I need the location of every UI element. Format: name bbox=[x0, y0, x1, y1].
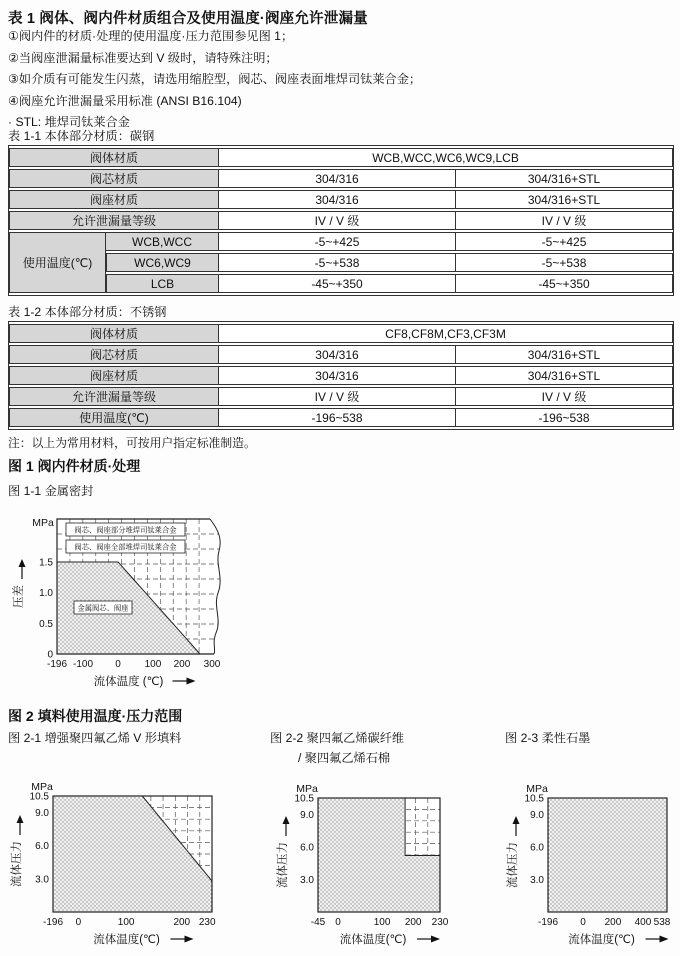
svg-text:MPa: MPa bbox=[526, 783, 548, 795]
svg-text:1.5: 1.5 bbox=[39, 557, 53, 569]
svg-text:流体温度(℃): 流体温度(℃) bbox=[568, 934, 635, 946]
table-row bbox=[9, 345, 673, 364]
x-axis-arrow bbox=[187, 678, 196, 685]
x-axis-arrow bbox=[185, 936, 194, 943]
svg-text:6.0: 6.0 bbox=[530, 842, 544, 854]
row-label-leakage-class: 允许泄漏量等级 bbox=[9, 387, 219, 406]
table-row bbox=[9, 253, 673, 272]
figure-2-heading: 图 2 填料使用温度·压力范围 bbox=[8, 708, 183, 724]
table-row bbox=[9, 148, 673, 167]
cell-plug-1: 304/316 bbox=[219, 345, 456, 364]
table-1-1-caption: 表 1-1 本体部分材质：碳钢 bbox=[8, 129, 155, 143]
row-label-body-material: 阀体材质 bbox=[9, 324, 219, 343]
note-line: ③如介质有可能发生闪蒸，请选用缩腔型，阀芯、阀座表面堆焊司钛莱合金； bbox=[8, 72, 422, 86]
svg-text:6.0: 6.0 bbox=[35, 841, 49, 853]
row-label-body-material: 阀体材质 bbox=[9, 148, 219, 167]
cell-plug-2: 304/316+STL bbox=[456, 169, 673, 188]
table-row bbox=[9, 324, 673, 343]
cell-plug-1: 304/316 bbox=[219, 169, 456, 188]
cell-temp-0-1: -5~+425 bbox=[219, 232, 456, 251]
chart-svg-fig2_2 bbox=[250, 775, 472, 956]
svg-text:阀芯、阀座部分堆焊司钛莱合金: 阀芯、阀座部分堆焊司钛莱合金 bbox=[74, 525, 177, 535]
chart-svg-fig1_1 bbox=[8, 515, 248, 711]
plot-area bbox=[57, 519, 226, 654]
notes-list bbox=[8, 26, 421, 134]
table-row bbox=[9, 387, 673, 406]
cell-temp-2-1: -45~+350 bbox=[219, 274, 456, 293]
row-label-service-temp: 使用温度(℃) bbox=[9, 408, 219, 427]
shaded-region bbox=[548, 798, 667, 912]
chart-svg-fig2_3 bbox=[490, 775, 680, 956]
cell-temp-1-1: -5~+538 bbox=[219, 253, 456, 272]
table-row bbox=[9, 366, 673, 385]
svg-text:-196: -196 bbox=[46, 659, 68, 670]
cell-seat-2: 304/316+STL bbox=[456, 190, 673, 209]
svg-text:流体压力: 流体压力 bbox=[277, 842, 289, 888]
figure-1-heading: 图 1 阀内件材质·处理 bbox=[8, 458, 141, 474]
table-footnote: 注：以上为常用材料，可按用户指定标准制造。 bbox=[8, 436, 256, 450]
svg-text:3.0: 3.0 bbox=[530, 874, 544, 886]
cell-temp-2-2: -45~+350 bbox=[456, 274, 673, 293]
svg-text:MPa: MPa bbox=[31, 781, 53, 793]
table-1-2 bbox=[8, 321, 674, 430]
figure-2-3-caption: 图 2-3 柔性石墨 bbox=[505, 731, 591, 745]
plot-area bbox=[53, 796, 212, 912]
table-1-1 bbox=[8, 145, 674, 296]
svg-text:0: 0 bbox=[47, 649, 53, 661]
svg-text:阀芯、阀座全部堆焊司钛莱合金: 阀芯、阀座全部堆焊司钛莱合金 bbox=[74, 542, 177, 552]
svg-text:200: 200 bbox=[604, 917, 622, 928]
cell-seat-1: 304/316 bbox=[219, 190, 456, 209]
y-axis-arrow bbox=[19, 559, 26, 567]
cell-body-material: WCB,WCC,WC6,WC9,LCB bbox=[219, 148, 673, 167]
svg-text:MPa: MPa bbox=[32, 517, 54, 529]
cell-seat-1: 304/316 bbox=[219, 366, 456, 385]
cell-plug-2: 304/316+STL bbox=[456, 345, 673, 364]
chart-svg-fig2_1 bbox=[8, 775, 243, 956]
svg-text:0: 0 bbox=[75, 917, 82, 928]
cell-temp-1-2: -5~+538 bbox=[456, 253, 673, 272]
y-axis-arrow bbox=[17, 815, 24, 823]
figure-2-1-caption: 图 2-1 增强聚四氟乙烯 V 形填料 bbox=[8, 731, 182, 745]
svg-text:流体温度(℃): 流体温度(℃) bbox=[339, 934, 407, 946]
plot-area bbox=[548, 798, 667, 912]
row-label-seat-material: 阀座材质 bbox=[9, 366, 219, 385]
table-row bbox=[9, 274, 673, 293]
row-label-seat-material: 阀座材质 bbox=[9, 190, 219, 209]
svg-text:230: 230 bbox=[198, 917, 216, 928]
svg-text:100: 100 bbox=[117, 917, 135, 928]
cell-temp-mat-1: WC6,WC9 bbox=[106, 253, 219, 272]
page-title: 表 1 阀体、阀内件材质组合及使用温度·阀座允许泄漏量 bbox=[8, 11, 368, 27]
svg-text:0: 0 bbox=[115, 659, 121, 670]
svg-text:230: 230 bbox=[431, 917, 449, 928]
cell-temp-0-2: -5~+425 bbox=[456, 232, 673, 251]
svg-text:3.0: 3.0 bbox=[300, 874, 314, 886]
table-1-2-caption: 表 1-2 本体部分材质：不锈钢 bbox=[8, 305, 167, 319]
svg-text:6.0: 6.0 bbox=[300, 842, 314, 854]
svg-text:0: 0 bbox=[580, 917, 586, 928]
figure-1-1-caption: 图 1-1 金属密封 bbox=[8, 484, 94, 498]
svg-text:100: 100 bbox=[373, 917, 391, 928]
cell-body-material: CF8,CF8M,CF3,CF3M bbox=[219, 324, 673, 343]
note-line: · STL: 堆焊司钛莱合金 bbox=[8, 115, 130, 129]
table-row bbox=[9, 190, 673, 209]
svg-text:流体压力: 流体压力 bbox=[11, 841, 23, 887]
svg-text:-100: -100 bbox=[73, 659, 94, 670]
note-line: ①阀内件的材质·处理的使用温度·压力范围参见图 1； bbox=[8, 29, 294, 43]
svg-text:10.5: 10.5 bbox=[29, 791, 49, 803]
figure-2-1-chart bbox=[8, 775, 243, 956]
svg-text:-45: -45 bbox=[310, 917, 326, 928]
cell-leak-2: IV / V 级 bbox=[456, 387, 673, 406]
x-axis-arrow bbox=[431, 936, 440, 943]
svg-text:0.5: 0.5 bbox=[39, 618, 53, 630]
svg-text:流体压力: 流体压力 bbox=[507, 842, 519, 888]
note-line: ④阀座允许泄漏量采用标准 (ANSI B16.104) bbox=[8, 93, 242, 108]
cell-temp-mat-0: WCB,WCC bbox=[106, 232, 219, 251]
svg-text:-196: -196 bbox=[537, 917, 559, 928]
svg-text:流体温度 (℃): 流体温度 (℃) bbox=[93, 676, 164, 688]
plot-area bbox=[318, 798, 440, 912]
svg-text:9.0: 9.0 bbox=[35, 808, 49, 820]
cell-leak-1: IV / V 级 bbox=[219, 211, 456, 230]
cell-temp-2: -196~538 bbox=[456, 408, 673, 427]
row-label-service-temp: 使用温度(℃) bbox=[9, 232, 106, 293]
svg-text:200: 200 bbox=[173, 659, 191, 670]
svg-text:400: 400 bbox=[634, 917, 652, 928]
row-label-leakage-class: 允许泄漏量等级 bbox=[9, 211, 219, 230]
cell-temp-mat-2: LCB bbox=[106, 274, 219, 293]
row-label-plug-material: 阀芯材质 bbox=[9, 169, 219, 188]
y-axis-arrow bbox=[513, 816, 520, 824]
svg-text:10.5: 10.5 bbox=[294, 793, 314, 805]
svg-text:金属阀芯、阀座: 金属阀芯、阀座 bbox=[77, 603, 129, 613]
note-line: ②当阀座泄漏量标准要达到 V 级时，请特殊注明； bbox=[8, 50, 278, 65]
cell-temp-1: -196~538 bbox=[219, 408, 456, 427]
figure-2-3-chart bbox=[490, 775, 680, 956]
svg-text:9.0: 9.0 bbox=[530, 809, 544, 821]
table-row bbox=[9, 232, 673, 251]
y-axis-arrow bbox=[283, 816, 290, 824]
svg-text:538: 538 bbox=[653, 917, 671, 928]
figure-2-2-caption-line1: 图 2-2 聚四氟乙烯碳纤维 bbox=[270, 731, 405, 745]
svg-text:9.0: 9.0 bbox=[300, 809, 314, 821]
cell-seat-2: 304/316+STL bbox=[456, 366, 673, 385]
figure-2-2-caption-line2: / 聚四氟乙烯石棉 bbox=[298, 751, 391, 765]
svg-text:100: 100 bbox=[144, 659, 162, 670]
svg-text:200: 200 bbox=[173, 917, 191, 928]
svg-text:200: 200 bbox=[404, 917, 422, 928]
svg-text:300: 300 bbox=[203, 659, 221, 670]
figure-1-1-chart bbox=[8, 515, 248, 716]
table-row bbox=[9, 408, 673, 427]
svg-text:10.5: 10.5 bbox=[524, 793, 544, 805]
svg-text:0: 0 bbox=[335, 917, 341, 928]
cell-leak-2: IV / V 级 bbox=[456, 211, 673, 230]
table-row bbox=[9, 211, 673, 230]
svg-text:3.0: 3.0 bbox=[35, 874, 49, 886]
table-row bbox=[9, 169, 673, 188]
svg-text:压差: 压差 bbox=[13, 585, 25, 608]
cell-leak-1: IV / V 级 bbox=[219, 387, 456, 406]
row-label-plug-material: 阀芯材质 bbox=[9, 345, 219, 364]
x-axis-arrow bbox=[660, 936, 669, 943]
svg-text:1.0: 1.0 bbox=[39, 588, 53, 600]
svg-text:MPa: MPa bbox=[296, 783, 318, 795]
svg-text:流体温度(℃): 流体温度(℃) bbox=[93, 934, 160, 946]
figure-2-2-chart bbox=[250, 775, 472, 956]
svg-text:-196: -196 bbox=[42, 917, 64, 928]
